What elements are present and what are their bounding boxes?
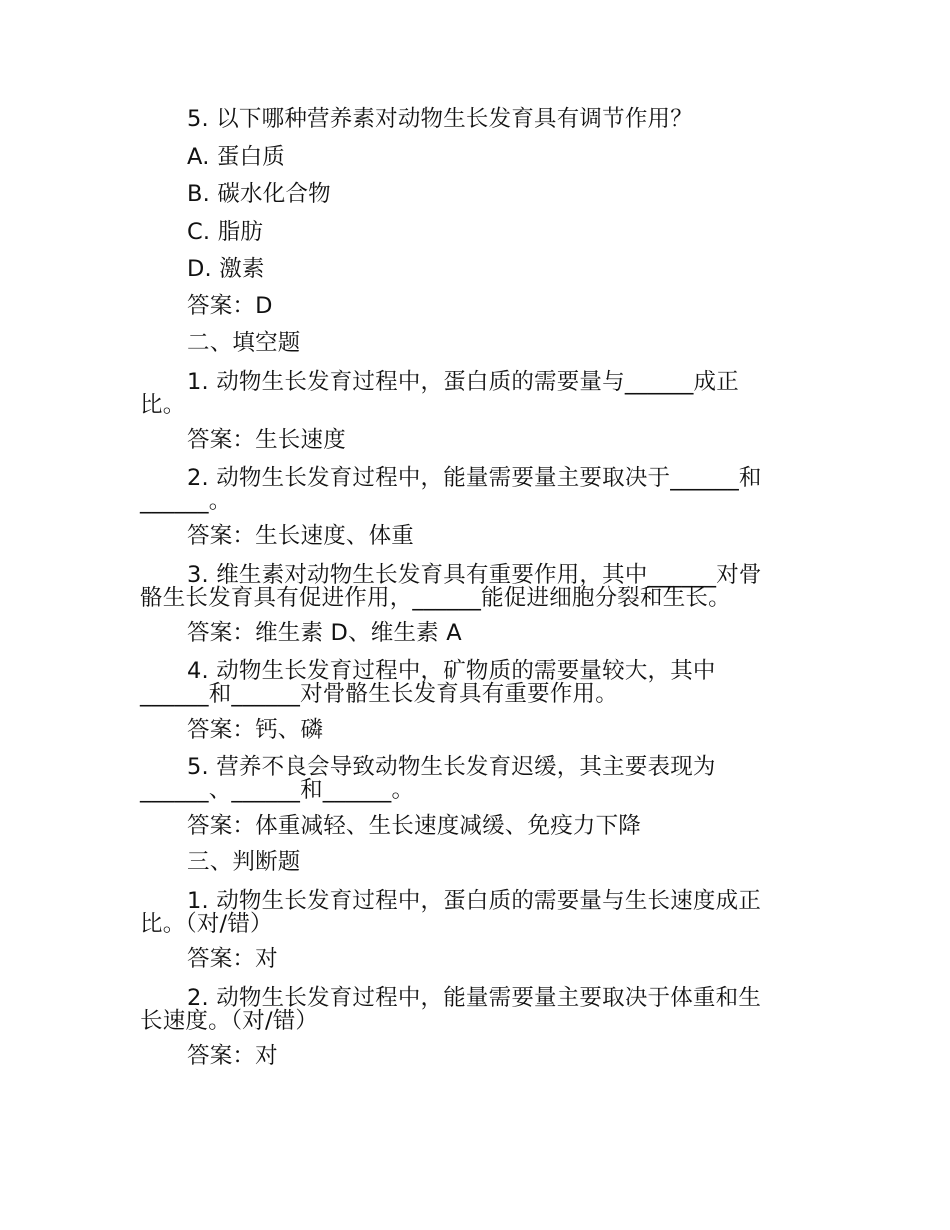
question-text-continued: ______、______和______。: [140, 777, 415, 803]
question-text-continued: ______和______对骨骼生长发育具有重要作用。: [140, 681, 618, 707]
section-heading: 二、填空题: [187, 330, 301, 356]
answer-text: 答案：对: [187, 946, 278, 972]
question-text: 1. 动物生长发育过程中，蛋白质的需要量与生长速度成正: [187, 888, 762, 914]
option-d: D. 激素: [187, 256, 265, 282]
question-text: 2. 动物生长发育过程中，能量需要量主要取决于体重和生: [187, 985, 762, 1011]
option-a: A. 蛋白质: [187, 144, 286, 170]
option-c: C. 脂肪: [187, 219, 264, 245]
answer-text: 答案：生长速度: [187, 427, 346, 453]
answer-text: 答案：对: [187, 1043, 278, 1069]
answer-text: 答案：D: [187, 293, 273, 319]
question-text-continued: 比。: [140, 392, 186, 418]
question-text: 4. 动物生长发育过程中，矿物质的需要量较大，其中: [187, 658, 716, 684]
option-b: B. 碳水化合物: [187, 181, 331, 207]
question-text: 2. 动物生长发育过程中，能量需要量主要取决于______和: [187, 465, 762, 491]
section-heading: 三、判断题: [187, 849, 301, 875]
question-text: 5. 营养不良会导致动物生长发育迟缓，其主要表现为: [187, 754, 716, 780]
answer-text: 答案：生长速度、体重: [187, 523, 415, 549]
answer-text: 答案：体重减轻、生长速度减缓、免疫力下降: [187, 813, 642, 839]
question-text-continued: 比。（对/错）: [140, 911, 273, 937]
question-text-continued: 长速度。（对/错）: [140, 1008, 319, 1034]
answer-text: 答案：钙、磷: [187, 717, 324, 743]
question-text: 3. 维生素对动物生长发育具有重要作用，其中______对骨: [187, 562, 762, 588]
question-text: 1. 动物生长发育过程中，蛋白质的需要量与______成正: [187, 369, 739, 395]
question-text: 5. 以下哪种营养素对动物生长发育具有调节作用？: [187, 106, 693, 132]
question-text-continued: ______。: [140, 488, 232, 514]
question-text-continued: 骼生长发育具有促进作用，______能促进细胞分裂和生长。: [140, 585, 731, 611]
answer-text: 答案：维生素 D、维生素 A: [187, 620, 462, 646]
